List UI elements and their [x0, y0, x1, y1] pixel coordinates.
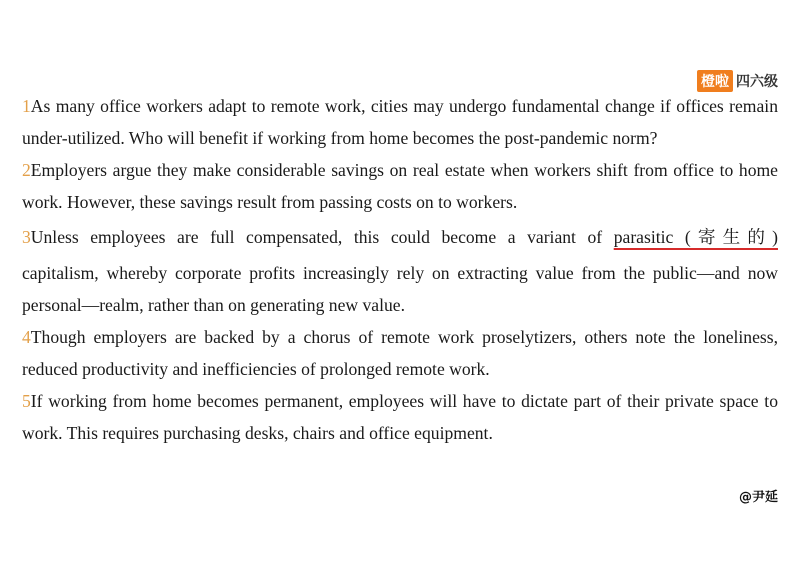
paragraph-number: 3 [22, 227, 31, 247]
paragraph-text: If working from home becomes permanent, employees will have to dictate part of their private space to work. This requires purchasing desks, chairs and office equipment. [22, 391, 778, 443]
paragraph-5 [22, 385, 778, 449]
paragraph-2 [22, 154, 778, 218]
paragraph-number: 1 [22, 96, 31, 116]
brand-logo [697, 70, 778, 92]
author-signature: @尹延 [738, 490, 778, 505]
paragraph-number: 4 [22, 327, 31, 347]
paragraph-3-continuation: capitalism, whereby corporate profits increasingly rely on extracting value from the public—and now personal—realm, rather than on generating new value. [22, 263, 778, 315]
paragraph-4 [22, 321, 778, 385]
paragraph-text: Employers argue they make considerable savings on real estate when workers shift from office to home work. However, these savings result from passing costs on to workers. [22, 160, 778, 212]
paragraph-text: Unless employees are full compensated, this could become a variant of [30, 227, 614, 247]
paragraph-number: 5 [22, 391, 31, 411]
brand-text: 四六级 [736, 74, 778, 90]
document-body [22, 90, 778, 449]
paragraph-number: 2 [22, 160, 31, 180]
paragraph-text: As many office workers adapt to remote work, cities may undergo fundamental change if offices remain under-utilized. Who will benefit if working from home becomes the post-pandemic norm? [22, 96, 778, 148]
paragraph-3 [22, 218, 778, 321]
underlined-term: parasitic (寄生的) [613, 227, 778, 247]
paragraph-3-first-line [22, 218, 778, 253]
paragraph-1 [22, 90, 778, 154]
paragraph-text: Though employers are backed by a chorus of remote work proselytizers, others note the loneliness, reduced productivity and inefficiencies of prolonged remote work. [22, 327, 778, 379]
brand-badge: 橙啦 [697, 70, 733, 92]
